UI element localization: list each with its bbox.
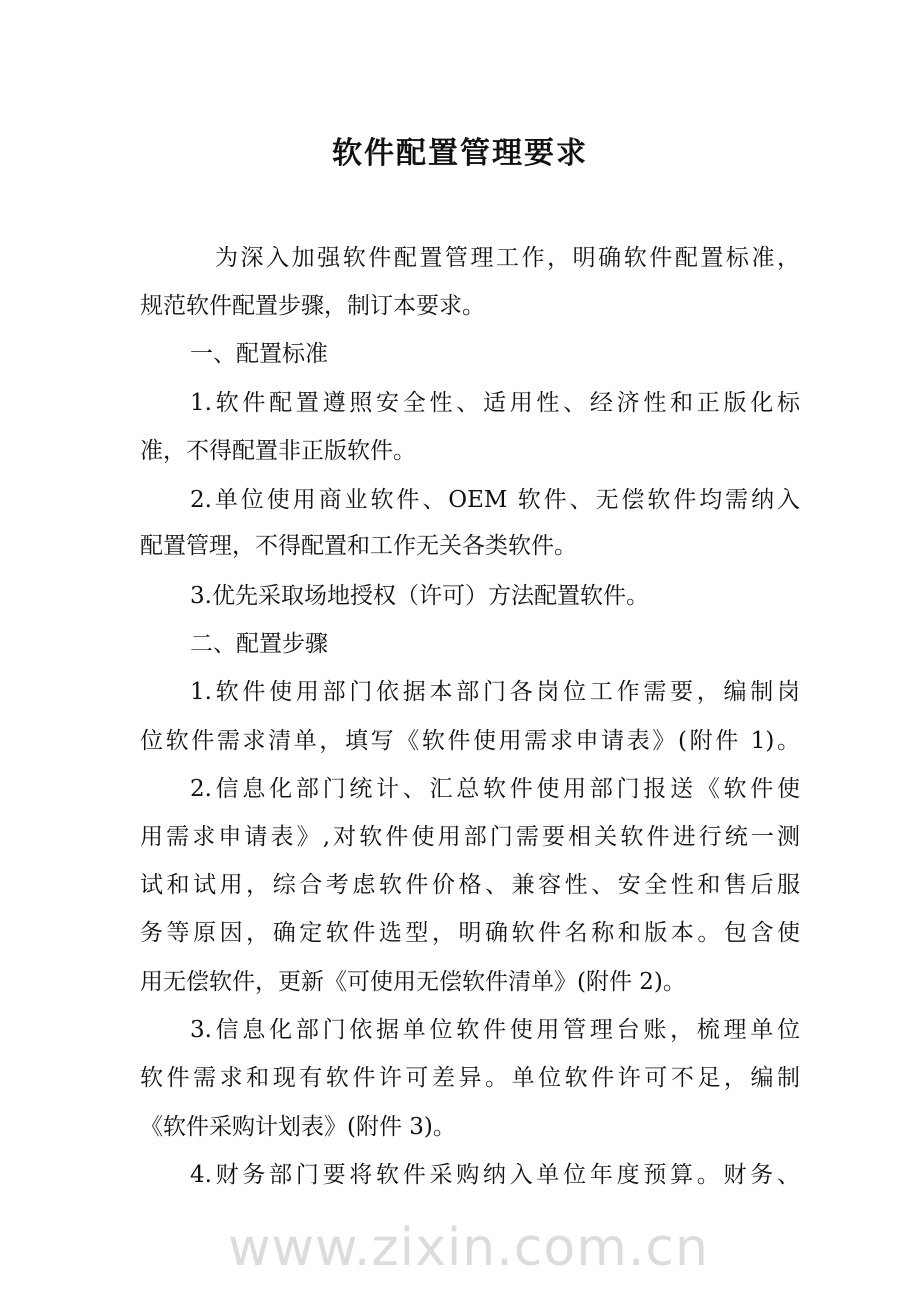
paragraph-line: 1.软件使用部门依据本部门各岗位工作需要，编制岗 — [190, 679, 800, 705]
document-title: 软件配置管理要求 — [332, 136, 588, 171]
paragraph-line: 4.财务部门要将软件采购纳入单位年度预算。财务、 — [190, 1162, 800, 1188]
paragraph-line: 2.单位使用商业软件、OEM 软件、无偿软件均需纳入 — [190, 487, 800, 513]
paragraph-line: 软件需求和现有软件许可差异。单位软件许可不足，编制 — [140, 1065, 800, 1091]
paragraph-line: 1.软件配置遵照安全性、适用性、经济性和正版化标 — [190, 390, 800, 416]
section-heading: 二、配置步骤 — [190, 631, 328, 657]
paragraph-line: 试和试用，综合考虑软件价格、兼容性、安全性和售后服 — [140, 872, 800, 898]
watermark: www.zixin.com.cn — [228, 1218, 709, 1278]
paragraph-line: 用需求申请表》,对软件使用部门需要相关软件进行统一测 — [140, 824, 800, 850]
paragraph-line: 3.优先采取场地授权（许可）方法配置软件。 — [190, 583, 649, 609]
paragraph-line: 3.信息化部门依据单位软件使用管理台账，梳理单位 — [190, 1017, 800, 1043]
paragraph-line: 规范软件配置步骤，制订本要求。 — [140, 293, 485, 319]
paragraph-line: 2.信息化部门统计、汇总软件使用部门报送《软件使 — [190, 776, 800, 802]
paragraph-line: 《软件采购计划表》(附件 3)。 — [140, 1114, 456, 1140]
paragraph-line: 配置管理，不得配置和工作无关各类软件。 — [140, 533, 577, 559]
section-heading: 一、配置标准 — [190, 341, 328, 367]
paragraph-line: 务等原因，确定软件选型，明确软件名称和版本。包含使 — [140, 920, 800, 946]
paragraph-line: 为深入加强软件配置管理工作，明确软件配置标准， — [215, 245, 800, 271]
paragraph-line: 位软件需求清单，填写《软件使用需求申请表》(附件 1)。 — [140, 728, 800, 754]
paragraph-line: 用无偿软件，更新《可使用无偿软件清单》(附件 2)。 — [140, 969, 686, 995]
paragraph-line: 准，不得配置非正版软件。 — [140, 438, 416, 464]
